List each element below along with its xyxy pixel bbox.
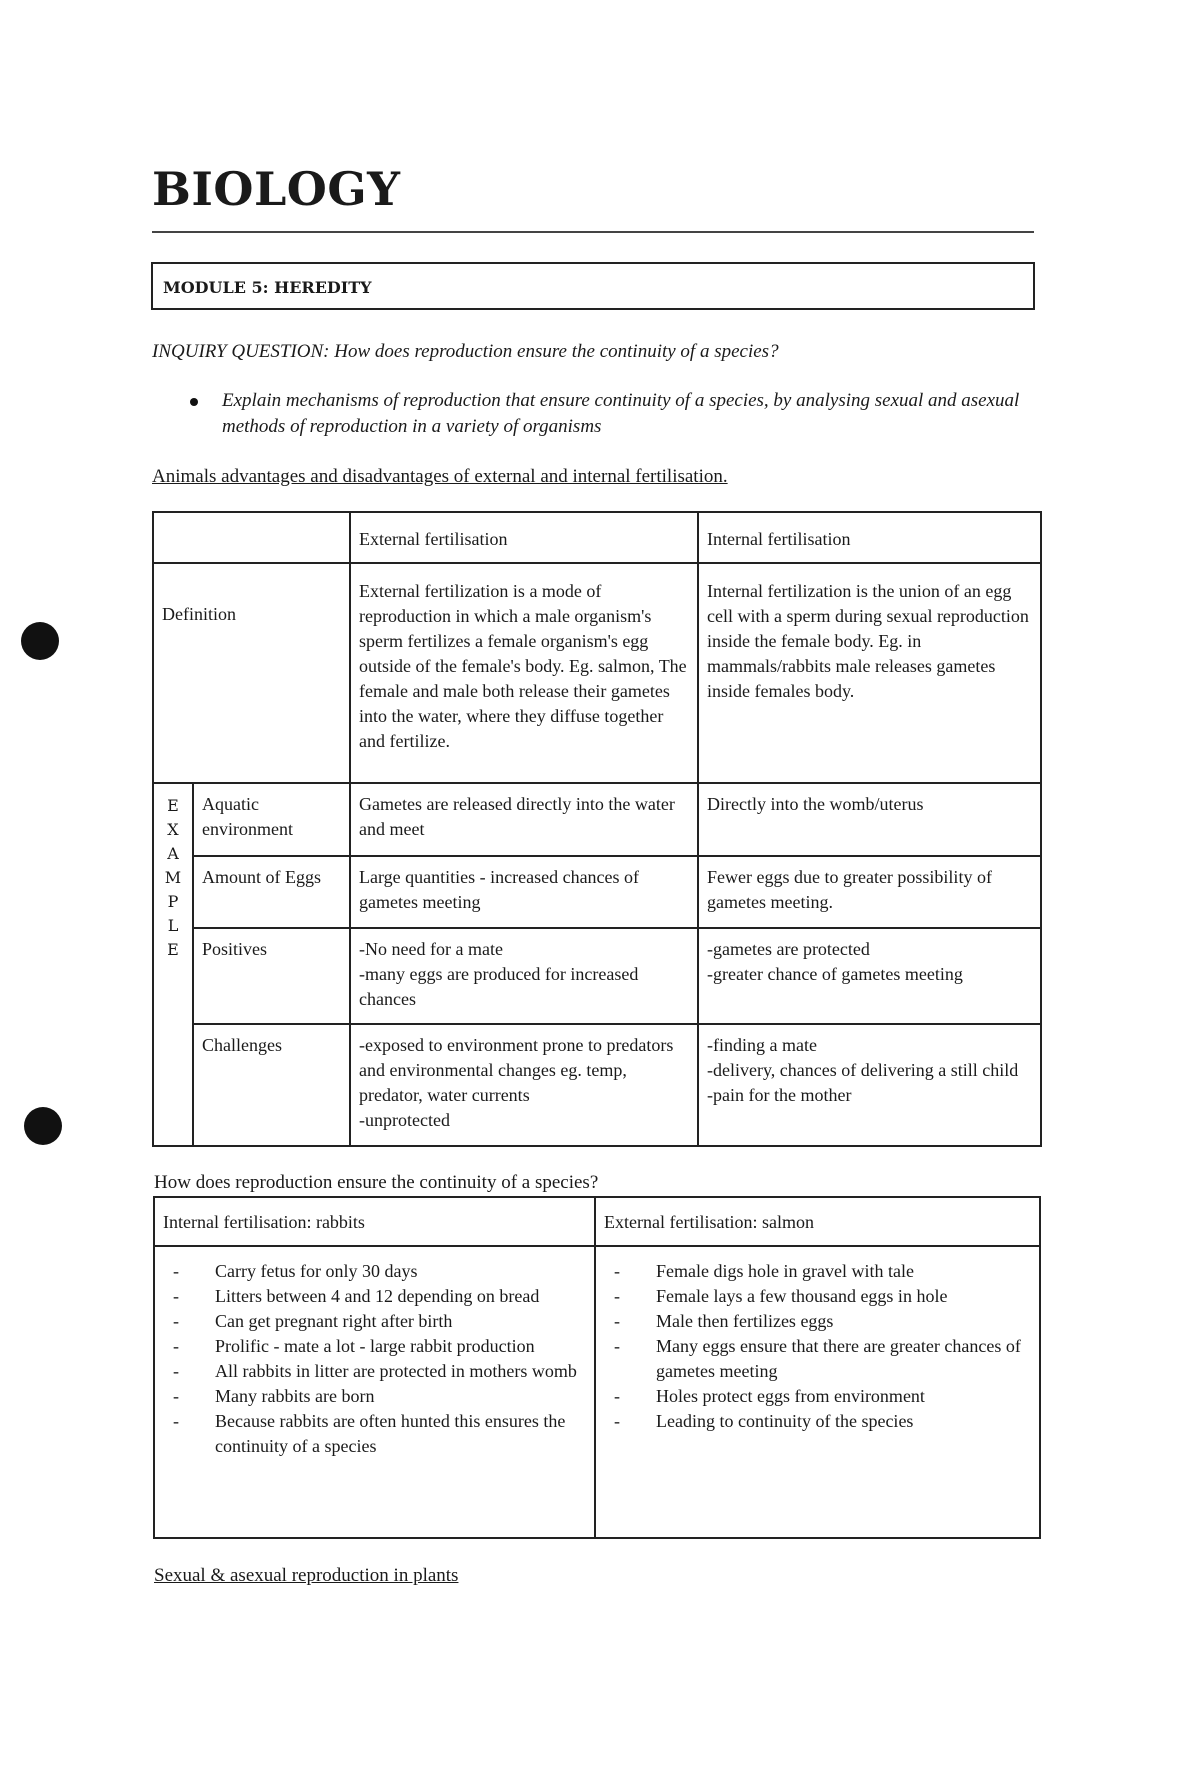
list-item: - Female lays a few thousand eggs in hole xyxy=(604,1284,1025,1309)
example-letter: E xyxy=(167,796,179,815)
punch-hole-bottom xyxy=(24,1107,62,1145)
continuity-body-row xyxy=(154,1246,1040,1538)
header-external-salmon: External fertilisation: salmon xyxy=(595,1197,1040,1246)
definition-external: External fertilization is a mode of reproduction in which a male organism's sperm fertilizes a female organism's egg outside of the female's body. Eg. salmon, The female and male both release their gametes into the water, where they diffuse together and fertilize. xyxy=(350,563,698,783)
list-item: - Carry fetus for only 30 days xyxy=(163,1259,580,1284)
continuity-heading: How does reproduction ensure the continuity of a species? xyxy=(154,1172,599,1193)
header-external: External fertilisation xyxy=(350,512,698,563)
example-letter: E xyxy=(167,940,179,959)
external-list xyxy=(604,1259,1025,1434)
example-letter: L xyxy=(167,916,179,935)
bullet-text: Explain mechanisms of reproduction that ensure continuity of a species, by analysing sexual and asexual methods of reproduction in a variety of organisms xyxy=(222,390,1020,437)
external-list-cell xyxy=(595,1246,1040,1538)
definition-label: Definition xyxy=(153,563,350,783)
punch-hole-top xyxy=(21,622,59,660)
syllabus-bullet xyxy=(190,388,1020,440)
example-letter: P xyxy=(167,892,179,911)
list-item: - Can get pregnant right after birth xyxy=(163,1309,580,1334)
row-external: -exposed to environment prone to predators and environmental changes eg. temp, predator, water currents -unprotected xyxy=(350,1024,698,1146)
row-external: -No need for a mate -many eggs are produced for increased chances xyxy=(350,928,698,1024)
row-label: Amount of Eggs xyxy=(193,856,350,928)
list-item: - Many eggs ensure that there are greater chances of gametes meeting xyxy=(604,1334,1025,1384)
example-side-label xyxy=(153,783,193,1146)
title-divider xyxy=(152,231,1034,233)
row-external: Large quantities - increased chances of gametes meeting xyxy=(350,856,698,928)
fertilisation-table xyxy=(152,511,1042,1147)
list-item: - Holes protect eggs from environment xyxy=(604,1384,1025,1409)
row-label: Positives xyxy=(193,928,350,1024)
table-row xyxy=(153,928,1041,1024)
bullet-icon xyxy=(190,398,198,406)
page-title: BIOLOGY xyxy=(152,162,401,216)
example-letter: M xyxy=(164,868,182,887)
module-box: MODULE 5: HEREDITY xyxy=(151,262,1035,310)
row-internal: -finding a mate -delivery, chances of delivering a still child -pain for the mother xyxy=(698,1024,1041,1146)
row-label: Challenges xyxy=(193,1024,350,1146)
table-row xyxy=(153,783,1041,856)
header-empty-cell xyxy=(153,512,350,563)
header-internal-rabbits: Internal fertilisation: rabbits xyxy=(154,1197,595,1246)
table-header-row xyxy=(153,512,1041,563)
inquiry-question: INQUIRY QUESTION: How does reproduction ensure the continuity of a species? xyxy=(152,341,779,362)
row-external: Gametes are released directly into the water and meet xyxy=(350,783,698,856)
internal-list xyxy=(163,1259,580,1459)
continuity-table xyxy=(153,1196,1041,1539)
fertilisation-heading: Animals advantages and disadvantages of external and internal fertilisation. xyxy=(152,466,728,487)
example-letter: A xyxy=(167,844,179,863)
table-header-row xyxy=(154,1197,1040,1246)
list-item: - Because rabbits are often hunted this ensures the continuity of a species xyxy=(163,1409,580,1459)
list-item: - All rabbits in litter are protected in mothers womb xyxy=(163,1359,580,1384)
internal-list-cell xyxy=(154,1246,595,1538)
list-item: - Male then fertilizes eggs xyxy=(604,1309,1025,1334)
table-row xyxy=(153,856,1041,928)
list-item: - Many rabbits are born xyxy=(163,1384,580,1409)
row-internal: Directly into the womb/uterus xyxy=(698,783,1041,856)
plants-heading: Sexual & asexual reproduction in plants xyxy=(154,1565,459,1586)
row-internal: Fewer eggs due to greater possibility of gametes meeting. xyxy=(698,856,1041,928)
table-row xyxy=(153,1024,1041,1146)
definition-row xyxy=(153,563,1041,783)
definition-internal: Internal fertilization is the union of an egg cell with a sperm during sexual reproduction inside the female body. Eg. in mammals/rabbits male releases gametes inside females body. xyxy=(698,563,1041,783)
list-item: - Female digs hole in gravel with tale xyxy=(604,1259,1025,1284)
list-item: - Litters between 4 and 12 depending on bread xyxy=(163,1284,580,1309)
row-label: Aquatic environment xyxy=(193,783,350,856)
list-item: - Leading to continuity of the species xyxy=(604,1409,1025,1434)
header-internal: Internal fertilisation xyxy=(698,512,1041,563)
example-letter: X xyxy=(167,820,179,839)
list-item: - Prolific - mate a lot - large rabbit production xyxy=(163,1334,580,1359)
row-internal: -gametes are protected -greater chance of gametes meeting xyxy=(698,928,1041,1024)
